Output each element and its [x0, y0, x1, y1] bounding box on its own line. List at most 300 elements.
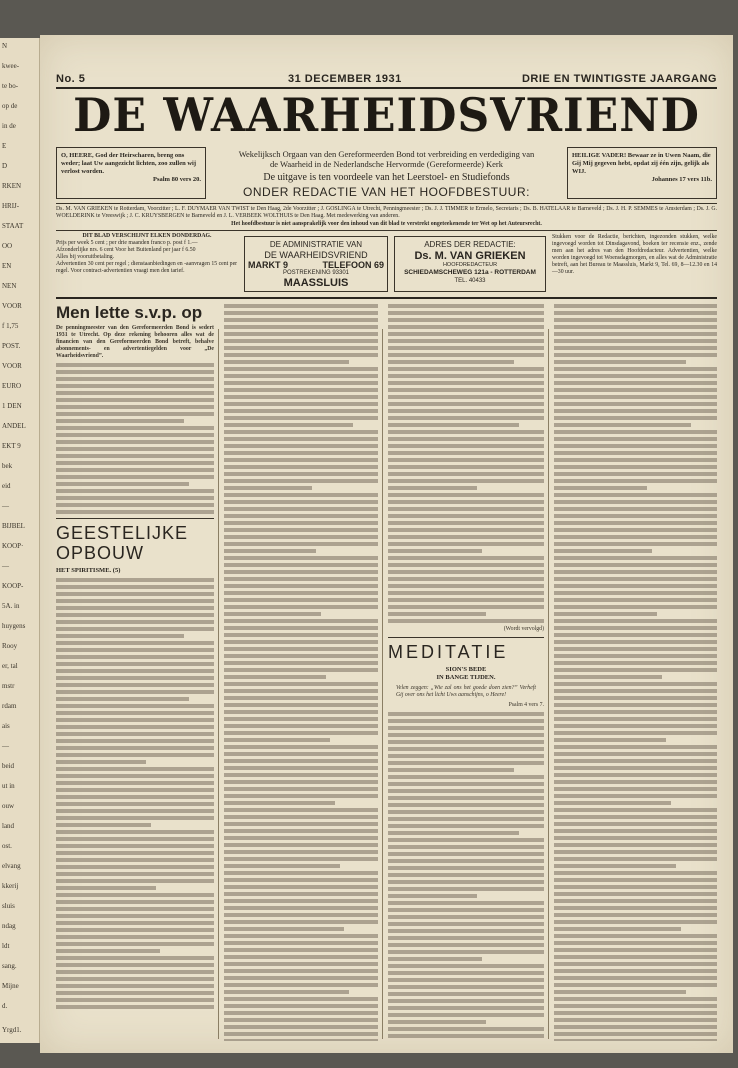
text-line-placeholder: [554, 731, 717, 735]
text-line-placeholder: [224, 822, 378, 826]
text-line-placeholder: [554, 920, 717, 924]
text-line-placeholder: [56, 767, 214, 771]
text-line-placeholder: [554, 570, 717, 574]
text-line-placeholder: [388, 887, 544, 891]
text-line-placeholder: [56, 496, 214, 500]
text-line-placeholder: [554, 675, 662, 679]
text-line-placeholder: [554, 409, 717, 413]
quote-left-box: [56, 147, 206, 199]
prev-page-fragment: ndag: [2, 922, 16, 930]
text-line-placeholder: [554, 325, 717, 329]
text-line-placeholder: [56, 433, 214, 437]
text-line-placeholder: [56, 900, 214, 904]
text-line-placeholder: [56, 837, 214, 841]
text-line-placeholder: [56, 893, 214, 897]
text-line-placeholder: [388, 402, 544, 406]
text-line-placeholder: [224, 654, 378, 658]
text-line-placeholder: [554, 913, 717, 917]
filler: [224, 304, 378, 1041]
text-line-placeholder: [388, 437, 544, 441]
text-line-placeholder: [388, 978, 544, 982]
text-line-placeholder: [56, 809, 214, 813]
text-line-placeholder: [224, 780, 378, 784]
text-line-placeholder: [224, 563, 378, 567]
text-line-placeholder: [224, 528, 378, 532]
text-line-placeholder: [554, 577, 717, 581]
text-line-placeholder: [56, 886, 156, 890]
text-line-placeholder: [224, 374, 378, 378]
text-line-placeholder: [388, 388, 544, 392]
text-line-placeholder: [554, 976, 717, 980]
text-line-placeholder: [388, 339, 544, 343]
text-line-placeholder: [224, 395, 378, 399]
info-left-line: Afzonderlijke nrs. 6 cent Voor het Buitenland per jaar f 6.50: [56, 247, 196, 253]
text-line-placeholder: [554, 479, 717, 483]
text-line-placeholder: [554, 668, 717, 672]
text-line-placeholder: [224, 857, 378, 861]
continued-note: (Wordt vervolgd): [503, 626, 544, 632]
text-line-placeholder: [224, 955, 378, 959]
filler: [388, 304, 544, 623]
text-line-placeholder: [224, 787, 378, 791]
prev-page-fragment: Mijne: [2, 982, 19, 990]
text-line-placeholder: [56, 468, 214, 472]
prev-page-fragment: E: [2, 142, 7, 150]
disclaimer: Het hoofdbestuur is niet aansprakelijk voor den inhoud van dit blad te verstrekt ongeteekenende ter Wet op het Auteursrecht.: [231, 221, 542, 227]
text-line-placeholder: [388, 824, 544, 828]
text-line-placeholder: [224, 521, 378, 525]
text-line-placeholder: [224, 556, 378, 560]
text-line-placeholder: [554, 815, 717, 819]
text-line-placeholder: [554, 563, 717, 567]
text-line-placeholder: [56, 711, 214, 715]
prev-page-fragment: er, tal: [2, 662, 18, 670]
text-line-placeholder: [554, 738, 666, 742]
filler: [388, 712, 544, 1041]
text-line-placeholder: [224, 920, 378, 924]
admin-market: MARKT 9: [248, 260, 288, 270]
text-line-placeholder: [224, 997, 378, 1001]
prev-page-fragment: VOOR: [2, 362, 22, 370]
column-4: [554, 301, 717, 1041]
quote-right-text: HEILIGE VADER! Bewaar ze in Uwen Naam, die Gij Mij gegeven hebt, opdat zij één zijn, gelijk als WIJ.: [572, 152, 711, 175]
text-line-placeholder: [56, 977, 214, 981]
text-line-placeholder: [554, 598, 717, 602]
editor-tel: TEL. 40433: [454, 278, 486, 284]
text-line-placeholder: [224, 339, 378, 343]
text-line-placeholder: [56, 956, 214, 960]
text-line-placeholder: [224, 577, 378, 581]
prev-page-fragment: elvang: [2, 862, 21, 870]
text-line-placeholder: [56, 482, 189, 486]
text-line-placeholder: [56, 662, 214, 666]
text-line-placeholder: [224, 892, 378, 896]
text-line-placeholder: [388, 1013, 544, 1017]
text-line-placeholder: [224, 661, 378, 665]
prev-page-fragment: kwee-: [2, 62, 20, 70]
text-line-placeholder: [554, 808, 717, 812]
text-line-placeholder: [224, 381, 378, 385]
text-line-placeholder: [388, 423, 519, 427]
text-line-placeholder: [554, 584, 717, 588]
text-line-placeholder: [554, 794, 717, 798]
prev-page-fragment: ost.: [2, 842, 12, 850]
text-line-placeholder: [224, 647, 378, 651]
info-left-title: DIT BLAD VERSCHIJNT ELKEN DONDERDAG.: [82, 233, 212, 239]
prev-page-fragment: VOOR: [2, 302, 22, 310]
text-line-placeholder: [554, 612, 657, 616]
text-line-placeholder: [224, 745, 378, 749]
text-line-placeholder: [56, 648, 214, 652]
prev-page-fragment: op de: [2, 102, 18, 110]
text-line-placeholder: [554, 661, 717, 665]
text-line-placeholder: [224, 346, 378, 350]
subtitle-line2: de Waarheid in de Nederlandsche Hervormde (Gereformeerde) Kerk: [269, 159, 504, 169]
text-line-placeholder: [388, 866, 544, 870]
text-line-placeholder: [554, 367, 717, 371]
text-line-placeholder: [388, 591, 544, 595]
text-line-placeholder: [56, 914, 214, 918]
text-line-placeholder: [56, 620, 214, 624]
text-line-placeholder: [56, 627, 214, 631]
subtitle-line4: ONDER REDACTIE VAN HET HOOFDBESTUUR:: [243, 185, 530, 199]
text-line-placeholder: [56, 475, 214, 479]
text-line-placeholder: [388, 712, 544, 716]
text-line-placeholder: [554, 332, 717, 336]
text-line-placeholder: [388, 430, 544, 434]
text-line-placeholder: [388, 719, 544, 723]
prev-page-fragment: sluis: [2, 902, 15, 910]
prev-page-fragment: ouw: [2, 802, 15, 810]
text-line-placeholder: [224, 486, 312, 490]
text-line-placeholder: [56, 398, 214, 402]
article2-heading-line1: GEESTELIJKE: [56, 523, 189, 544]
text-line-placeholder: [56, 510, 214, 514]
text-line-placeholder: [224, 500, 378, 504]
text-line-placeholder: [554, 941, 717, 945]
text-line-placeholder: [388, 992, 544, 996]
article3-sub1: SION'S BEDE: [445, 666, 487, 674]
prev-page-fragment: ANDEL: [2, 422, 26, 430]
text-line-placeholder: [554, 353, 717, 357]
prev-page-fragment: rdam: [2, 702, 17, 710]
text-line-placeholder: [224, 738, 330, 742]
text-line-placeholder: [388, 929, 544, 933]
text-line-placeholder: [56, 998, 214, 1002]
text-line-placeholder: [224, 850, 378, 854]
text-line-placeholder: [554, 430, 717, 434]
text-line-placeholder: [554, 1018, 717, 1022]
text-line-placeholder: [224, 696, 378, 700]
text-line-placeholder: [224, 304, 378, 308]
text-line-placeholder: [554, 619, 717, 623]
text-line-placeholder: [56, 613, 214, 617]
text-line-placeholder: [224, 640, 378, 644]
text-line-placeholder: [388, 936, 544, 940]
text-line-placeholder: [224, 731, 378, 735]
text-line-placeholder: [224, 535, 378, 539]
text-line-placeholder: [56, 641, 214, 645]
text-line-placeholder: [554, 787, 717, 791]
text-line-placeholder: [388, 964, 544, 968]
quote-left-text: O, HEERE, God der Heirscharen, breng ons weder; laat Uw aangezicht lichten, zoo zullen wij verlost worden.: [61, 152, 197, 175]
text-line-placeholder: [56, 461, 214, 465]
editor-role: HOOFDREDACTEUR: [442, 262, 498, 268]
text-line-placeholder: [224, 766, 378, 770]
text-line-placeholder: [56, 384, 214, 388]
text-line-placeholder: [388, 831, 519, 835]
text-line-placeholder: [56, 655, 214, 659]
text-line-placeholder: [56, 377, 214, 381]
text-line-placeholder: [224, 479, 378, 483]
text-line-placeholder: [56, 795, 214, 799]
text-line-placeholder: [554, 654, 717, 658]
prev-page-fragment: D: [2, 162, 8, 170]
text-line-placeholder: [388, 507, 544, 511]
text-line-placeholder: [56, 669, 214, 673]
text-line-placeholder: [224, 514, 378, 518]
text-line-placeholder: [388, 570, 544, 574]
text-line-placeholder: [224, 724, 378, 728]
article3-verse: Velen zeggen: „Wie zal ons het goede doen zien?” Verheft Gij over ons het licht Uws aanschijns, o Heere!: [396, 685, 536, 699]
text-line-placeholder: [224, 542, 378, 546]
text-line-placeholder: [224, 402, 378, 406]
text-line-placeholder: [554, 493, 717, 497]
text-line-placeholder: [388, 325, 544, 329]
text-line-placeholder: [554, 605, 717, 609]
text-line-placeholder: [554, 465, 717, 469]
text-line-placeholder: [554, 710, 717, 714]
text-line-placeholder: [554, 682, 717, 686]
text-line-placeholder: [224, 962, 378, 966]
text-line-placeholder: [554, 885, 717, 889]
text-line-placeholder: [224, 990, 349, 994]
prev-page-fragment: kkerij: [2, 882, 19, 890]
article3-heading: MEDITATIE: [388, 642, 509, 663]
column-3: [388, 301, 544, 1041]
prev-page-fragment: huygens: [2, 622, 26, 630]
prev-page-footer: Yrgd1.: [2, 1026, 22, 1034]
text-line-placeholder: [56, 363, 214, 367]
text-line-placeholder: [224, 598, 378, 602]
quote-right-ref: Johannes 17 vers 11b.: [651, 176, 712, 183]
text-line-placeholder: [388, 901, 544, 905]
text-line-placeholder: [554, 745, 717, 749]
prev-page-fragment: ais: [2, 722, 10, 730]
text-line-placeholder: [56, 412, 214, 416]
text-line-placeholder: [224, 682, 378, 686]
text-line-placeholder: [56, 690, 214, 694]
board-members: Ds. M. VAN GRIEKEN te Rotterdam, Voorzitter ; L. F. DUYMAER VAN TWIST te Den Haag, 2de Voorzitter ; J. GOSLINGA te Utrecht, Penningmeester ; Ds. J. J. TIMMER te Ermelo, Secretaris ; Ds. B. HATELAAR te Barneveld ; Ds. J. H. P. SEMMES te Amsterdam ; Ds. J. G. WOELDERINK te Vreeswijk ; J. C. KRUYSBERGEN te Barneveld en J. L. VERBEEK WOLTHUIS te Den Haag. Met medewerking van anderen.: [56, 206, 717, 219]
prev-page-fragment: EURO: [2, 382, 22, 390]
text-line-placeholder: [56, 732, 214, 736]
prev-page-fragment: POST.: [2, 342, 21, 350]
article3-verse-ref: Psalm 4 vers 7.: [508, 702, 544, 709]
filler: [554, 304, 717, 1041]
text-line-placeholder: [56, 419, 184, 423]
text-line-placeholder: [388, 873, 544, 877]
prev-page-fragment: KOOP-: [2, 582, 24, 590]
text-line-placeholder: [224, 808, 378, 812]
text-line-placeholder: [388, 500, 544, 504]
text-line-placeholder: [56, 760, 146, 764]
text-line-placeholder: [388, 789, 544, 793]
text-line-placeholder: [388, 598, 544, 602]
text-line-placeholder: [388, 479, 544, 483]
text-line-placeholder: [56, 585, 214, 589]
text-line-placeholder: [388, 409, 544, 413]
text-line-placeholder: [388, 451, 544, 455]
text-line-placeholder: [388, 768, 514, 772]
text-line-placeholder: [56, 440, 214, 444]
text-line-placeholder: [56, 739, 214, 743]
text-line-placeholder: [224, 843, 378, 847]
text-line-placeholder: [388, 894, 477, 898]
filler: [56, 578, 214, 1009]
text-line-placeholder: [388, 957, 482, 961]
text-line-placeholder: [388, 395, 544, 399]
text-line-placeholder: [56, 370, 214, 374]
prev-page-fragment: 5A. in: [2, 602, 20, 610]
editor-box: [394, 236, 546, 292]
article1-intro: De penningmeester van den Gereformeerden Bond is sedert 1931 te Utrecht. Op deze rekening behooren alles wat de financien van den Gereformeerden Bond betreft, behalve abonnements- en advertentiegelden voor „De Waarheidsvriend”.: [56, 325, 214, 360]
admin-box: [244, 236, 388, 292]
text-line-placeholder: [554, 878, 717, 882]
text-line-placeholder: [224, 801, 335, 805]
text-line-placeholder: [224, 710, 378, 714]
text-line-placeholder: [554, 451, 717, 455]
text-line-placeholder: [56, 921, 214, 925]
text-line-placeholder: [554, 829, 717, 833]
prev-page-fragment: —: [2, 562, 9, 570]
text-line-placeholder: [388, 514, 544, 518]
prev-page-fragment: STAAT: [2, 222, 24, 230]
text-line-placeholder: [56, 984, 214, 988]
prev-page-fragment: EKT 9: [2, 442, 21, 450]
text-line-placeholder: [554, 381, 717, 385]
text-line-placeholder: [388, 360, 514, 364]
text-line-placeholder: [56, 718, 214, 722]
text-line-placeholder: [224, 906, 378, 910]
text-line-placeholder: [388, 1020, 486, 1024]
text-line-placeholder: [388, 1006, 544, 1010]
text-line-placeholder: [554, 983, 717, 987]
text-line-placeholder: [554, 780, 717, 784]
text-line-placeholder: [56, 949, 160, 953]
text-line-placeholder: [388, 549, 482, 553]
prev-page-fragment: KOOP·: [2, 542, 24, 550]
text-line-placeholder: [388, 374, 544, 378]
issue-date: 31 DECEMBER 1931: [288, 73, 402, 85]
text-line-placeholder: [56, 858, 214, 862]
text-line-placeholder: [224, 976, 378, 980]
text-line-placeholder: [554, 507, 717, 511]
text-line-placeholder: [56, 1005, 214, 1009]
text-line-placeholder: [224, 626, 378, 630]
text-line-placeholder: [554, 773, 717, 777]
subtitle-line3: De uitgave is ten voordeele van het Leerstoel- en Studiefonds: [263, 172, 510, 183]
text-line-placeholder: [224, 1018, 378, 1022]
text-line-placeholder: [224, 472, 378, 476]
info-right: Stukken voor de Redactie, berichten, ingezonden stukken, welke ingevoegd worden tot Dinsdagavond, boeken ter recensie enz., zende men aan het adres van den Hoofdredacteur. Advertentien, welke worden ingevoegd tot Woensdagmorgen, en alles wat de Administratie betreft, aan het Bureau te Maassluis, Markt 9, Tel. 69, 8—12.30 en 14—30 uur.: [552, 234, 717, 275]
text-line-placeholder: [388, 999, 544, 1003]
admin-postal: POSTREKENING 93301: [282, 270, 350, 276]
text-line-placeholder: [56, 928, 214, 932]
text-line-placeholder: [224, 794, 378, 798]
text-line-placeholder: [388, 817, 544, 821]
text-line-placeholder: [224, 829, 378, 833]
text-line-placeholder: [224, 409, 378, 413]
text-line-placeholder: [554, 521, 717, 525]
text-line-placeholder: [554, 535, 717, 539]
text-line-placeholder: [554, 948, 717, 952]
text-line-placeholder: [554, 843, 717, 847]
text-line-placeholder: [388, 1027, 544, 1031]
text-line-placeholder: [388, 465, 544, 469]
text-line-placeholder: [224, 633, 378, 637]
text-line-placeholder: [224, 1032, 378, 1036]
text-line-placeholder: [554, 311, 717, 315]
info-rule-bottom: [56, 297, 717, 299]
text-line-placeholder: [56, 991, 214, 995]
text-line-placeholder: [56, 634, 184, 638]
text-line-placeholder: [56, 725, 214, 729]
text-line-placeholder: [224, 570, 378, 574]
text-line-placeholder: [554, 549, 652, 553]
text-line-placeholder: [388, 915, 544, 919]
text-line-placeholder: [554, 864, 676, 868]
text-line-placeholder: [388, 605, 544, 609]
text-line-placeholder: [224, 612, 321, 616]
text-line-placeholder: [224, 983, 378, 987]
text-line-placeholder: [388, 796, 544, 800]
text-line-placeholder: [224, 416, 378, 420]
text-line-placeholder: [56, 844, 214, 848]
text-line-placeholder: [388, 486, 477, 490]
subtitle-line1: Wekelijksch Orgaan van den Gereformeerden Bond tot verbreiding en verdediging van: [238, 149, 535, 159]
text-line-placeholder: [554, 955, 717, 959]
text-line-placeholder: [554, 444, 717, 448]
text-line-placeholder: [554, 689, 717, 693]
text-line-placeholder: [554, 472, 717, 476]
text-line-placeholder: [388, 754, 544, 758]
text-line-placeholder: [56, 599, 214, 603]
text-line-placeholder: [554, 542, 717, 546]
text-line-placeholder: [224, 941, 378, 945]
text-line-placeholder: [554, 1039, 717, 1041]
article2-sub: HET SPIRITISME. (5): [56, 567, 121, 575]
text-line-placeholder: [388, 542, 544, 546]
prev-page-fragment: d.: [2, 1002, 8, 1010]
text-line-placeholder: [554, 696, 717, 700]
text-line-placeholder: [388, 367, 544, 371]
info-left-line: Advertentien 30 cent per regel ; dienstaanbiedingen en -aanvragen 15 cent per regel. Voor contract-advertentien vraagt men den tarief.: [56, 261, 238, 274]
text-line-placeholder: [224, 948, 378, 952]
prev-page-fragment: HRIJ-: [2, 202, 20, 210]
previous-page-fragment: [0, 38, 40, 1043]
text-line-placeholder: [224, 605, 378, 609]
text-line-placeholder: [224, 1011, 378, 1015]
text-line-placeholder: [388, 908, 544, 912]
masthead-title: DE WAARHEIDSVRIEND: [73, 88, 700, 142]
text-line-placeholder: [56, 781, 214, 785]
newspaper-page: [40, 35, 733, 1053]
text-line-placeholder: [56, 426, 214, 430]
text-line-placeholder: [388, 472, 544, 476]
text-line-placeholder: [554, 458, 717, 462]
editor-label: ADRES DER REDACTIE:: [424, 240, 516, 249]
prev-page-fragment: EN: [2, 262, 12, 270]
